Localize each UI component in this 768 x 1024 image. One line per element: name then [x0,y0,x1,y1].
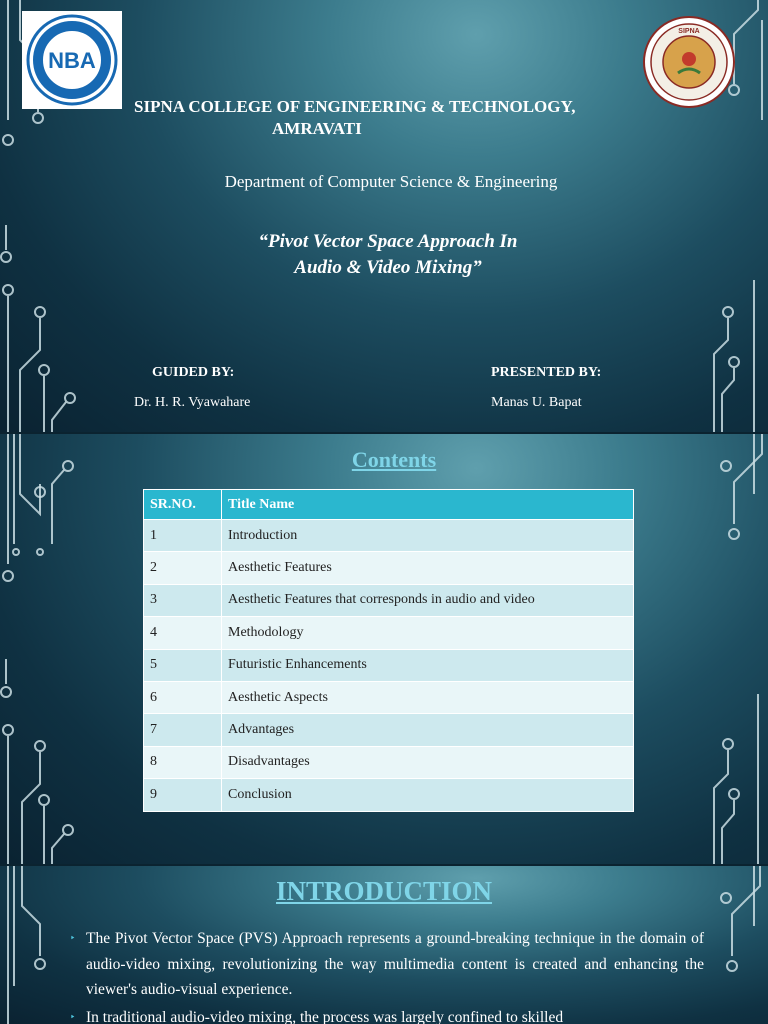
bullet-text: The Pivot Vector Space (PVS) Approach represents a ground-breaking technique in the domain of audio-video mixing, revolutionizing the way multimedia content is created and enhancing the viewer's audio-visual experience. [86,930,704,998]
college-name [134,96,654,140]
list-item [70,926,704,1003]
seal-top-text: SIPNA [678,28,700,35]
circuit-decoration-left [0,434,80,864]
nba-logo-text: NBA [48,48,96,73]
table-header-row [144,490,634,520]
column-header-title: Title Name [222,490,634,520]
table-row [144,779,634,811]
row-srno: 6 [144,681,222,713]
table-row [144,649,634,681]
title-slide [0,0,768,432]
row-srno: 3 [144,584,222,616]
guide-name: Dr. H. R. Vyawahare [134,395,251,410]
bullet-text: In traditional audio-video mixing, the process was largely confined to skilled [86,1008,564,1024]
presented-by-label: PRESENTED BY: [491,365,602,380]
nba-logo [22,11,122,109]
table-row [144,552,634,584]
contents-table [143,489,634,812]
table-row [144,584,634,616]
row-srno: 8 [144,746,222,778]
introduction-title: INTRODUCTION [275,876,493,906]
list-item [70,1005,704,1024]
row-title: Methodology [222,617,634,649]
row-srno: 2 [144,552,222,584]
row-title: Conclusion [222,779,634,811]
row-srno: 4 [144,617,222,649]
guided-by-label: GUIDED BY: [152,365,235,380]
row-srno: 7 [144,714,222,746]
row-title: Disadvantages [222,746,634,778]
table-row [144,746,634,778]
contents-slide [0,434,768,864]
bullet-arrow-icon: ‣ [70,1011,76,1022]
table-row [144,617,634,649]
table-row [144,681,634,713]
college-name-line1: SIPNA COLLEGE OF ENGINEERING & TECHNOLOGY, [134,97,576,116]
topic-line1: “Pivot Vector Space Approach In [258,231,518,252]
row-title: Aesthetic Aspects [222,681,634,713]
presentation-topic [0,229,768,281]
introduction-slide [0,866,768,1024]
contents-title: Contents [351,447,437,472]
row-title: Aesthetic Features that corresponds in audio and video [222,584,634,616]
circuit-decoration-right [688,434,768,864]
table-row [144,520,634,552]
row-title: Futuristic Enhancements [222,649,634,681]
row-title: Advantages [222,714,634,746]
row-title: Aesthetic Features [222,552,634,584]
college-name-line2: AMRAVATI [272,119,362,138]
row-srno: 1 [144,520,222,552]
introduction-bullet-list [70,926,704,1024]
table-row [144,714,634,746]
bullet-arrow-icon: ‣ [70,933,76,943]
topic-line2: Audio & Video Mixing” [294,257,482,278]
row-srno: 5 [144,649,222,681]
row-title: Introduction [222,520,634,552]
column-header-srno: SR.NO. [144,490,222,520]
presenter-name: Manas U. Bapat [491,395,582,410]
row-srno: 9 [144,779,222,811]
department-name: Department of Computer Science & Engineering [224,172,558,191]
